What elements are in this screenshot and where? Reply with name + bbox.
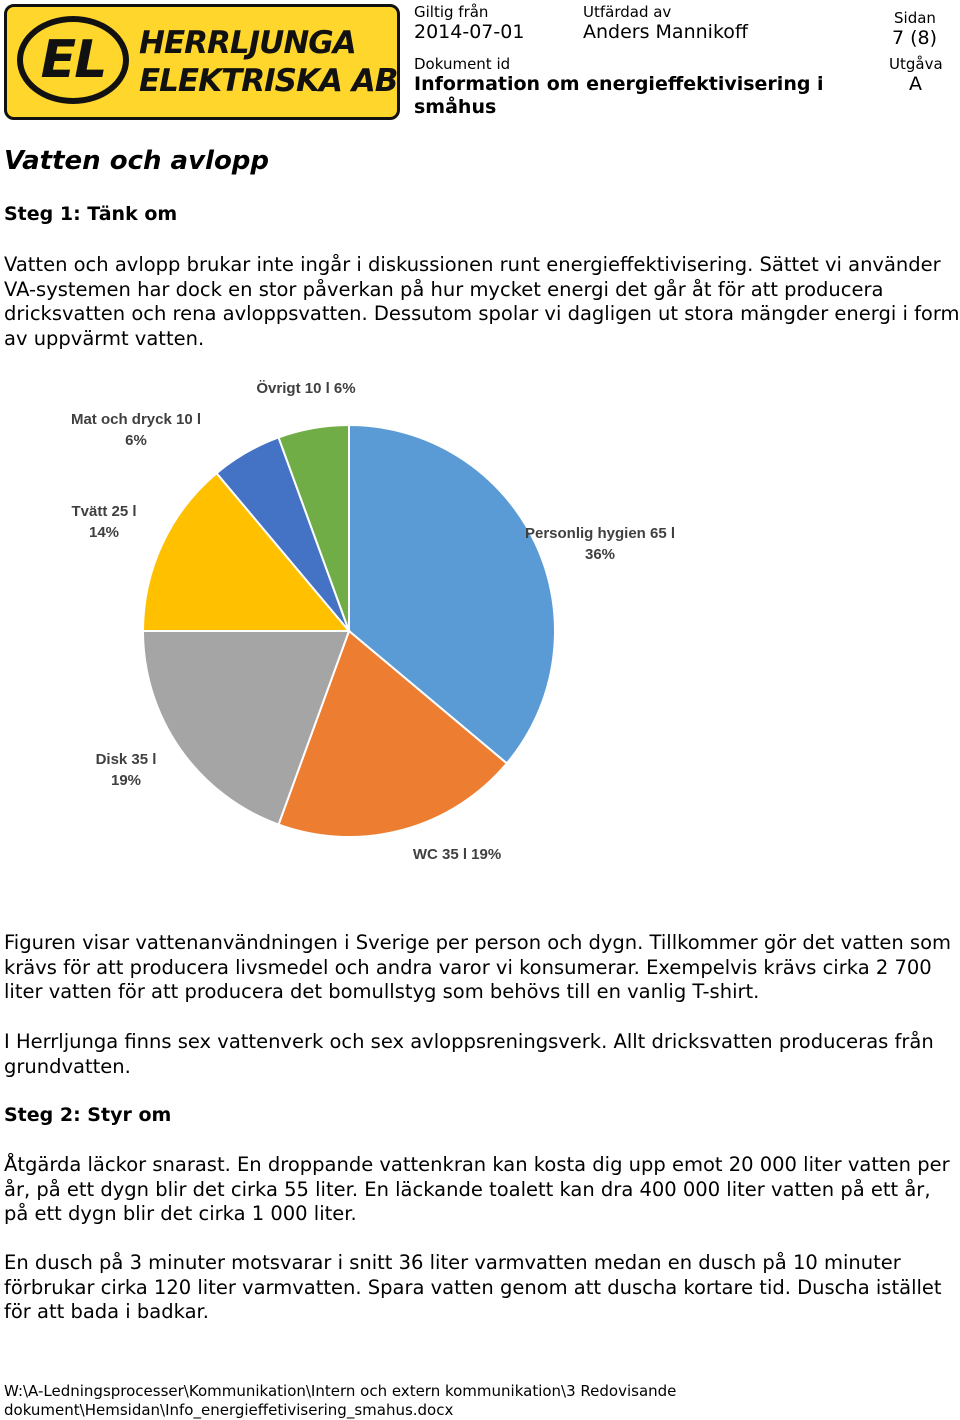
- herrljunga-water-paragraph: I Herrljunga finns sex vattenverk och sex avloppsreningsverk. Allt dricksvatten produceras från grundvatten.: [4, 1030, 934, 1078]
- logo-mark: EL: [40, 30, 106, 90]
- logo-emblem: [17, 16, 129, 104]
- pie-label-4: Mat och dryck 10 l: [70, 411, 202, 428]
- issued-by-value: Anders Mannikoff: [583, 21, 748, 43]
- shower-paragraph: En dusch på 3 minuter motsvarar i snitt 36 liter varmvatten medan en dusch på 10 minuter förbrukar cirka 120 liter varmvatten. Spara vatten genom att duscha kortare tid. Duscha istället för att bada i badkar.: [4, 1251, 942, 1323]
- edition-label: Utgåva: [889, 55, 943, 73]
- valid-from-value: 2014-07-01: [414, 21, 525, 43]
- pie-percent-3: 14%: [88, 524, 120, 541]
- footer-line2: dokument\Hemsidan\Info_energieffetivisering_smahus.docx: [4, 1401, 454, 1419]
- pie-percent-2: 19%: [110, 772, 142, 789]
- pie-percent-4: 6%: [125, 432, 147, 449]
- page-number: 7 (8): [892, 27, 938, 49]
- company-logo: [4, 4, 400, 120]
- valid-from-label: Giltig från: [414, 3, 489, 21]
- step2-heading: Steg 2: Styr om: [4, 1104, 172, 1126]
- logo-name-line2: ELEKTRISKA AB: [139, 63, 398, 99]
- doc-id-label: Dokument id: [414, 55, 511, 73]
- step1-heading: Steg 1: Tänk om: [4, 203, 178, 225]
- pie-label-5: Övrigt 10 l 6%: [256, 380, 356, 397]
- file-path-footer: [4, 1382, 676, 1420]
- page-label: Sidan: [894, 9, 936, 27]
- leak-paragraph: Åtgärda läckor snarast. En droppande vattenkran kan kosta dig upp emot 20 000 liter vatten per år, på ett dygn blir det cirka 55 liter. En läckande toalett kan dra 400 000 liter vatten på ett år, på ett dygn blir det cirka 1 000 liter.: [4, 1153, 950, 1225]
- section-title: Vatten och avlopp: [4, 146, 270, 176]
- footer-line1: W:\A-Ledningsprocesser\Kommunikation\Intern och extern kommunikation\3 Redovisande: [4, 1382, 677, 1400]
- edition-value: A: [909, 73, 922, 95]
- logo-name-line1: HERRLJUNGA: [139, 25, 356, 61]
- issued-by-label: Utfärdad av: [583, 3, 672, 21]
- water-usage-pie-chart: [40, 372, 740, 872]
- doc-title: Information om energieffektivisering i småhus: [414, 73, 824, 118]
- pie-label-3: Tvätt 25 l: [71, 503, 137, 520]
- figure-description: Figuren visar vattenanvändningen i Sverige per person och dygn. Tillkommer gör det vatten som krävs för att producera livsmedel och andra varor vi konsumerar. Exempelvis krävs cirka 2 700 liter vatten för att producera det bomullstyg som behövs till en vanlig T-shirt.: [4, 931, 952, 1003]
- pie-label-1: WC 35 l 19%: [412, 846, 502, 863]
- pie-label-0: Personlig hygien 65 l: [524, 525, 676, 542]
- pie-slices: [143, 425, 555, 837]
- pie-label-2: Disk 35 l: [95, 751, 157, 768]
- pie-percent-0: 36%: [584, 546, 616, 563]
- step1-paragraph: Vatten och avlopp brukar inte ingår i diskussionen runt energieffektivisering. Sättet vi använder VA-systemen har dock en stor påverkan på hur mycket energi det går åt för att producera dricksvatten och rena avloppsvatten. Dessutom spolar vi dagligen ut stora mängder energi i form av uppvärmt vatten.: [4, 253, 960, 350]
